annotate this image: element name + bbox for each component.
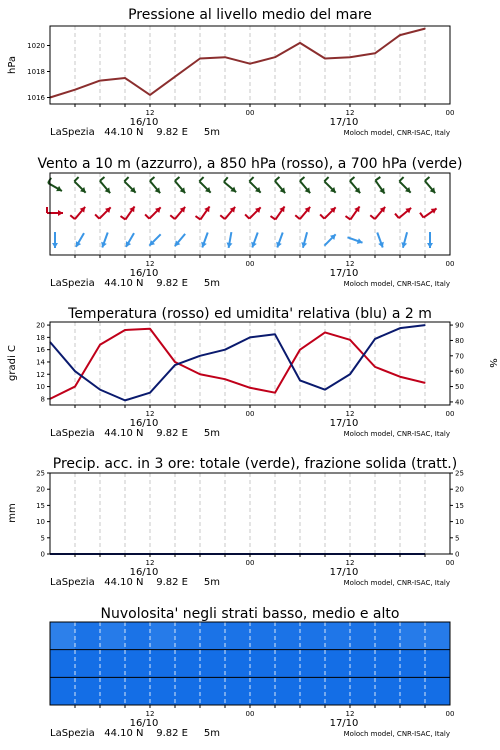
date-label: 16/10 <box>129 117 159 128</box>
wind-barb <box>420 208 437 217</box>
model-label: Moloch model, CNR-ISAC, Italy <box>343 129 450 137</box>
wind-barb-feather <box>70 215 75 219</box>
cloud-cell <box>225 677 251 705</box>
x-tick-label: 00 <box>445 109 455 117</box>
wind-barb-feather <box>320 214 324 218</box>
cloud-cell <box>400 650 426 678</box>
cloud-cell <box>350 677 376 705</box>
wind-barb <box>370 207 385 219</box>
cloud-cell <box>150 650 176 678</box>
temperature-line-point <box>174 361 175 362</box>
pressure-line-point <box>249 63 250 64</box>
y-tick-label: 5 <box>40 534 45 543</box>
pressure-line-point <box>199 58 200 59</box>
wind-barb-feather <box>150 177 155 181</box>
cloud-cell <box>100 677 126 705</box>
x-tick-label: 00 <box>245 559 255 567</box>
wind-barb <box>270 206 284 219</box>
x-tick-label: 00 <box>245 260 255 268</box>
location-label: LaSpezia 44.10 N 9.82 E 5m <box>50 428 220 439</box>
pressure-line-point <box>324 58 325 59</box>
cloud-cell <box>200 650 226 678</box>
y-tick-label: 18 <box>36 333 45 342</box>
cloud-cell <box>225 650 251 678</box>
wind-barb <box>350 177 360 193</box>
humidity-line-point <box>424 324 425 325</box>
humidity-line-point <box>149 392 150 393</box>
wind-barb-feather <box>375 177 380 180</box>
wind-barb-feather <box>145 214 149 218</box>
cloud-cell <box>150 622 176 650</box>
x-tick-label: 12 <box>145 109 155 117</box>
wind-barb-feather <box>95 214 99 218</box>
x-tick-label: 12 <box>345 559 355 567</box>
cloud-cell <box>250 677 276 705</box>
y-tick-label-right: 40 <box>455 398 464 407</box>
wind-barb-head <box>427 243 433 248</box>
cloud-cell <box>300 677 326 705</box>
wind-barb-feather <box>275 177 280 181</box>
humidity-line-point <box>99 389 100 390</box>
pressure-panel <box>7 7 454 138</box>
location-label: LaSpezia 44.10 N 9.82 E 5m <box>50 127 220 138</box>
cloud-cell <box>400 677 426 705</box>
pressure-ylabel: hPa <box>7 55 18 75</box>
humidity-line-point <box>399 328 400 329</box>
cloud-x-ticks <box>50 705 454 739</box>
y-tick-label: 12 <box>36 370 45 379</box>
date-label: 17/10 <box>329 718 359 729</box>
y-tick-label: 15 <box>36 501 45 510</box>
location-label: LaSpezia 44.10 N 9.82 E 5m <box>50 728 220 739</box>
wind-barb <box>224 177 236 192</box>
y-tick-label-right: 70 <box>455 352 464 361</box>
cloud-cell <box>250 650 276 678</box>
wind-barb-feather <box>300 177 305 181</box>
cloud-cell <box>125 622 151 650</box>
wind-barb <box>101 232 108 247</box>
wind-barb <box>126 233 134 247</box>
wind-barb <box>275 177 285 193</box>
humidity-line-point <box>124 400 125 401</box>
wind-barb <box>320 207 336 218</box>
y-tick-label: 1020 <box>27 42 45 50</box>
humidity-line-point <box>199 355 200 356</box>
wind-barb <box>76 233 84 247</box>
y-tick-label-right: 80 <box>455 336 464 345</box>
wind-barb <box>175 177 185 193</box>
x-tick-label: 12 <box>345 109 355 117</box>
y-tick-label-right: 10 <box>455 518 464 527</box>
wind-barb-feather <box>425 177 430 181</box>
cloud-cell <box>375 677 401 705</box>
wind-barb-feather <box>395 214 399 219</box>
model-label: Moloch model, CNR-ISAC, Italy <box>343 579 450 587</box>
wind-barb <box>276 232 283 247</box>
wind-barb <box>70 207 85 219</box>
model-label: Moloch model, CNR-ISAC, Italy <box>343 280 450 288</box>
pressure-line-point <box>399 35 400 36</box>
temperature-plot <box>49 324 425 401</box>
wind-barb <box>74 177 85 193</box>
date-label: 17/10 <box>329 567 359 578</box>
x-tick-label: 00 <box>445 710 455 718</box>
wind-barb <box>245 207 261 218</box>
pressure-line-point <box>349 57 350 58</box>
humidity-line-point <box>174 364 175 365</box>
cloud-cell <box>200 677 226 705</box>
wind-barb <box>295 207 310 219</box>
wind-barb <box>195 206 209 219</box>
temperature-line-point <box>199 374 200 375</box>
y-tick-label: 16 <box>36 346 45 355</box>
wind-barb-feather <box>175 177 180 181</box>
x-tick-label: 12 <box>345 410 355 418</box>
cloud-cell <box>125 677 151 705</box>
temperature-line-point <box>349 339 350 340</box>
humidity-line <box>50 325 425 400</box>
humidity-line-point <box>74 371 75 372</box>
cloud-cell <box>225 622 251 650</box>
cloud-cell <box>50 622 76 650</box>
pressure-line-point <box>174 76 175 77</box>
wind-plot <box>47 177 437 248</box>
date-label: 16/10 <box>129 567 159 578</box>
cloud-cell <box>425 622 451 650</box>
wind-barb <box>199 177 210 193</box>
wind-barb-feather <box>199 177 203 181</box>
temperature-line-point <box>274 392 275 393</box>
temperature-ylabel: gradi C <box>7 345 18 381</box>
y-tick-label: 10 <box>36 518 45 527</box>
precipitation-ylabel: mm <box>7 503 18 523</box>
pressure-line-point <box>274 57 275 58</box>
wind-barb-feather <box>420 213 423 218</box>
wind-barb <box>300 177 310 193</box>
x-tick-label: 00 <box>245 710 255 718</box>
date-label: 17/10 <box>329 418 359 429</box>
wind-barb <box>395 208 411 218</box>
cloud-cell <box>325 650 351 678</box>
pressure-line-point <box>124 77 125 78</box>
cloud-cell <box>275 650 301 678</box>
pressure-y-ticks <box>27 42 50 102</box>
y-tick-label-right: 5 <box>455 534 460 543</box>
x-tick-label: 00 <box>245 109 255 117</box>
wind-barb <box>401 232 407 247</box>
temperature-line <box>50 329 425 399</box>
y-tick-label-right: 60 <box>455 367 464 376</box>
temperature-line-point <box>224 379 225 380</box>
cloud-cell <box>100 622 126 650</box>
wind-barb-feather <box>370 215 375 219</box>
wind-barb-head <box>52 243 58 248</box>
location-label: LaSpezia 44.10 N 9.82 E 5m <box>50 278 220 289</box>
pressure-line-point <box>224 57 225 58</box>
wind-barb <box>145 207 161 218</box>
date-label: 17/10 <box>329 117 359 128</box>
humidity-line-point <box>224 349 225 350</box>
wind-barb <box>170 207 185 219</box>
wind-barb <box>249 177 260 193</box>
temperature-line-point <box>149 328 150 329</box>
precipitation-x-ticks <box>50 554 454 588</box>
cloud-cell <box>300 650 326 678</box>
y-tick-label: 1018 <box>27 68 45 76</box>
wind-barb <box>324 177 335 193</box>
y-tick-label: 20 <box>36 485 45 494</box>
humidity-ylabel: % <box>487 358 498 368</box>
wind-barb-head <box>58 210 63 216</box>
wind-barb-feather <box>224 177 228 182</box>
temperature-line-point <box>399 376 400 377</box>
date-label: 16/10 <box>129 718 159 729</box>
pressure-grid <box>75 26 425 104</box>
y-tick-label-right: 50 <box>455 383 464 392</box>
wind-barb-feather <box>124 177 128 181</box>
humidity-line-point <box>299 380 300 381</box>
y-tick-label-right: 20 <box>455 485 464 494</box>
wind-barb-feather <box>245 214 249 218</box>
wind-barb <box>150 177 160 193</box>
y-tick-label-right: 25 <box>455 469 464 478</box>
humidity-line-point <box>274 334 275 335</box>
humidity-line-point <box>349 374 350 375</box>
pressure-line-point <box>74 89 75 90</box>
temperature-line-point <box>424 382 425 383</box>
wind-barb <box>175 234 185 246</box>
precipitation-grid <box>75 473 425 554</box>
date-label: 16/10 <box>129 418 159 429</box>
cloud-cell <box>175 622 201 650</box>
wind-barb-feather <box>74 177 78 181</box>
wind-barb <box>375 177 384 194</box>
x-tick-label: 00 <box>445 410 455 418</box>
pressure-x-ticks <box>50 104 454 138</box>
y-tick-label-right: 0 <box>455 550 460 559</box>
x-tick-label: 00 <box>445 559 455 567</box>
pressure-line-point <box>374 53 375 54</box>
wind-barb <box>52 232 58 248</box>
cloud-panel <box>50 606 454 739</box>
wind-barb <box>345 206 359 219</box>
precipitation-panel <box>7 456 464 588</box>
pressure-plot <box>49 28 425 98</box>
temperature-line-point <box>124 329 125 330</box>
cloud-cell <box>50 650 76 678</box>
pressure-title: Pressione al livello medio del mare <box>128 7 372 23</box>
cloud-cell <box>125 650 151 678</box>
pressure-line-point <box>149 94 150 95</box>
pressure-line <box>50 29 425 98</box>
model-label: Moloch model, CNR-ISAC, Italy <box>343 730 450 738</box>
wind-barb <box>227 232 233 248</box>
x-tick-label: 00 <box>445 260 455 268</box>
wind-barb <box>220 207 235 219</box>
cloud-cell <box>325 622 351 650</box>
model-label: Moloch model, CNR-ISAC, Italy <box>343 430 450 438</box>
cloud-cell <box>350 622 376 650</box>
precipitation-frame <box>50 473 450 554</box>
cloud-cell <box>75 677 101 705</box>
cloud-cell <box>75 650 101 678</box>
wind-barb-feather <box>170 215 175 219</box>
temperature-line-point <box>99 344 100 345</box>
pressure-line-point <box>424 28 425 29</box>
wind-barb <box>377 232 384 247</box>
y-tick-label-right: 90 <box>455 321 464 330</box>
cloud-cell <box>275 622 301 650</box>
wind-barb-feather <box>100 177 105 181</box>
date-label: 17/10 <box>329 268 359 279</box>
wind-barb-feather <box>295 215 300 219</box>
cloud-cell <box>175 677 201 705</box>
wind-title: Vento a 10 m (azzurro), a 850 hPa (rosso), a 700 hPa (verde) <box>37 156 463 172</box>
wind-barb-feather <box>350 177 355 181</box>
temperature-line-point <box>324 332 325 333</box>
temperature-line-point <box>374 366 375 367</box>
wind-barb <box>47 207 63 216</box>
x-tick-label: 12 <box>145 559 155 567</box>
wind-barb <box>149 234 160 245</box>
cloud-cell <box>375 650 401 678</box>
x-tick-label: 12 <box>145 710 155 718</box>
x-tick-label: 12 <box>145 260 155 268</box>
humidity-line-point <box>324 389 325 390</box>
wind-barb-feather <box>220 215 225 219</box>
x-tick-label: 12 <box>345 260 355 268</box>
cloud-cell <box>100 650 126 678</box>
wind-barb <box>425 177 435 193</box>
wind-barb-feather <box>399 177 403 181</box>
cloud-cell <box>150 677 176 705</box>
humidity-line-point <box>374 338 375 339</box>
precipitation-title: Precip. acc. in 3 ore: totale (verde), frazione solida (tratt.) <box>52 456 458 472</box>
cloud-cell <box>75 622 101 650</box>
temperature-line-point <box>249 387 250 388</box>
temperature-x-ticks <box>50 405 454 439</box>
wind-barb <box>95 207 111 218</box>
cloud-cell <box>350 650 376 678</box>
wind-barb-feather <box>324 177 328 181</box>
y-tick-label: 14 <box>36 358 45 367</box>
wind-barb <box>100 177 110 193</box>
wind-panel <box>37 156 462 289</box>
wind-barb <box>301 232 307 247</box>
y-tick-label: 20 <box>36 321 45 330</box>
x-tick-label: 12 <box>345 710 355 718</box>
cloud-cell <box>425 650 451 678</box>
humidity-line-point <box>249 337 250 338</box>
wind-barb <box>347 237 362 244</box>
pressure-line-point <box>99 80 100 81</box>
wind-barb <box>324 234 335 245</box>
y-tick-label: 25 <box>36 469 45 478</box>
wind-barb <box>201 232 208 247</box>
temperature-line-point <box>74 386 75 387</box>
cloud-cell <box>425 677 451 705</box>
cloud-cell <box>400 622 426 650</box>
cloud-cell <box>375 622 401 650</box>
temperature-line-point <box>299 349 300 350</box>
wind-barb <box>399 177 410 193</box>
cloud-cell <box>300 622 326 650</box>
temperature-title: Temperatura (rosso) ed umidita' relativa (blu) a 2 m <box>68 306 432 322</box>
wind-frame <box>50 173 450 255</box>
x-tick-label: 12 <box>145 410 155 418</box>
date-label: 16/10 <box>129 268 159 279</box>
cloud-title: Nuvolosita' negli strati basso, medio e alto <box>100 606 400 622</box>
y-tick-label: 1016 <box>27 94 45 102</box>
y-tick-label: 10 <box>36 383 45 392</box>
cloud-cell <box>325 677 351 705</box>
wind-barb <box>427 232 433 248</box>
location-label: LaSpezia 44.10 N 9.82 E 5m <box>50 577 220 588</box>
x-tick-label: 00 <box>245 410 255 418</box>
y-tick-label: 8 <box>40 395 45 404</box>
wind-barb <box>120 206 134 219</box>
cloud-cell <box>200 622 226 650</box>
cloud-cell <box>175 650 201 678</box>
y-tick-label: 0 <box>40 550 45 559</box>
wind-x-ticks <box>50 255 454 289</box>
y-tick-label-right: 15 <box>455 501 464 510</box>
cloud-cell <box>250 622 276 650</box>
wind-barb <box>124 177 135 193</box>
cloud-cell <box>50 677 76 705</box>
wind-barb-feather <box>249 177 253 181</box>
temperature-panel <box>7 306 498 439</box>
wind-barb <box>251 232 258 247</box>
cloud-cell <box>275 677 301 705</box>
pressure-line-point <box>299 42 300 43</box>
